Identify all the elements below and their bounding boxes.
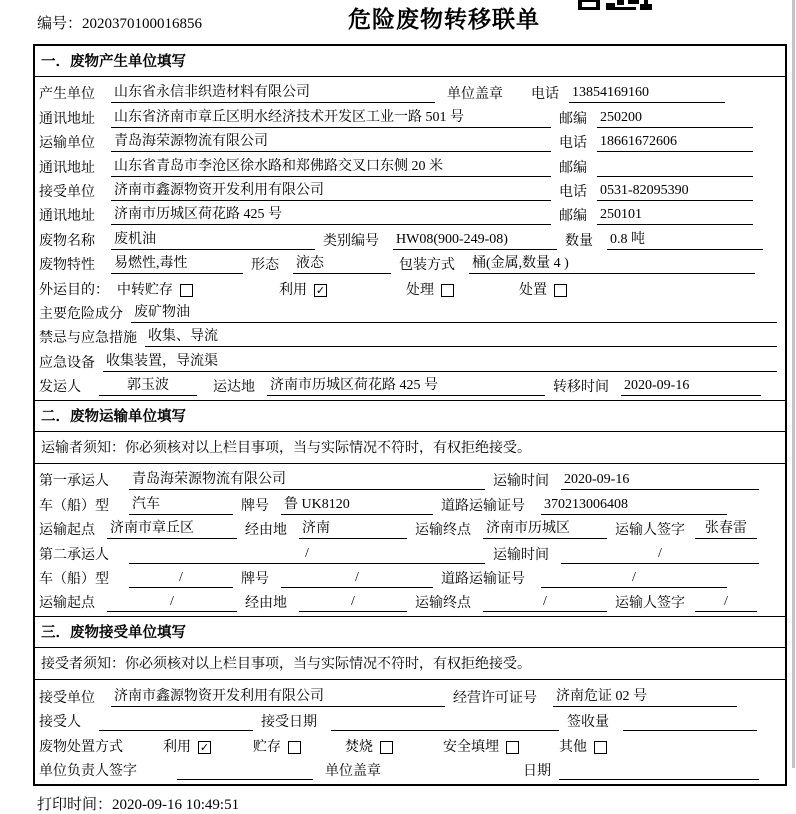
unit-seal-label: 单位盖章 [325,763,381,779]
section2-title: 二．废物运输单位填写 [35,400,785,432]
field-label: 经营许可证号 [453,690,537,706]
field-label: 经由地 [245,596,287,612]
field-label: 数量 [565,233,593,249]
field-label: 第一承运人 [39,474,109,490]
waste-character-value: 易燃性,毒性 [111,252,243,274]
disposal-utilize-checkbox [198,741,211,754]
waste-name-row [39,225,781,249]
field-label: 运输人签字 [615,523,685,539]
receiver-unit-row [39,177,781,201]
receiver-zip-value: 250101 [597,207,753,225]
first-route-row [39,515,781,539]
field-label: 运输时间 [493,547,549,563]
field-label: 废物特性 [39,258,95,274]
print-time-label: 打印时间： [37,796,113,813]
field-label: 电话 [559,184,587,200]
field-label: 牌号 [241,498,269,514]
waste-quantity-value: 0.8 吨 [607,228,763,250]
first-road-permit-value: 370213006408 [541,497,727,515]
field-label: 电话 [531,87,559,103]
checkbox-label: 处置 [519,282,547,298]
unit-seal-label: 单位盖章 [447,87,503,103]
field-label: 经由地 [245,523,287,539]
field-label: 道路运输证号 [441,572,525,588]
checkbox-label: 贮存 [253,739,281,755]
transporter-phone-value: 18661672606 [597,134,753,152]
field-label: 形态 [251,258,279,274]
field-label: 道路运输证号 [441,498,525,514]
field-label: 电话 [559,136,587,152]
field-label: 运输时间 [493,474,549,490]
hazard-component-row [39,299,781,323]
waste-name-value: 废机油 [111,228,315,250]
responsible-signature-value [177,762,313,780]
producer-zip-value: 250200 [597,110,753,128]
first-origin-value: 济南市章丘区 [107,517,237,539]
transporter-notice: 运输者须知：你必须核对以上栏目事项，当与实际情况不符时，有权拒绝接受。 [35,432,785,464]
field-label: 通讯地址 [39,111,95,127]
first-carrier-row [39,466,781,490]
first-carrier-value: 青岛海荣源物流有限公司 [129,468,485,490]
waste-code-value: HW08(900-249-08) [393,232,557,250]
second-vehicle-row [39,564,781,588]
purpose-dispose-option [519,279,567,299]
second-carrier-signature-value: / [695,594,757,612]
disposal-other-option [559,736,607,756]
producer-phone-value: 13854169160 [569,85,725,103]
disposal-landfill-option [443,736,559,756]
second-via-value: / [299,594,407,612]
purpose-treat-checkbox [441,284,454,297]
emergency-equipment-value: 收集装置，导流渠 [103,350,777,372]
field-label: 邮编 [559,160,587,176]
page-edge-divider [792,0,795,768]
transporter-address-value: 山东省青岛市李沧区徐水路和郑佛路交叉口东侧 20 米 [111,155,551,177]
field-label: 单位负责人签字 [39,763,137,779]
field-label: 通讯地址 [39,160,95,176]
field-label: 产生单位 [39,87,95,103]
receiver-address-value: 济南市历城区荷花路 425 号 [111,203,551,225]
transporter-zip-value [597,159,753,177]
receiver-address-row [39,201,781,225]
checkbox-label: 处理 [406,282,434,298]
purpose-dispose-checkbox [554,284,567,297]
first-via-value: 济南 [299,517,407,539]
waste-form-value: 液态 [293,252,391,274]
purpose-treat-option [406,279,519,299]
field-label: 运输终点 [415,596,471,612]
disposal-store-checkbox [288,741,301,754]
transporter-unit-value: 青岛海荣源物流有限公司 [111,130,551,152]
first-destination-value: 济南市历城区 [483,517,607,539]
page-title: 危险废物转移联单 [348,7,540,32]
signed-amount-value [623,713,757,731]
qr-code-fragment-icon [578,0,654,11]
field-label: 运输单位 [39,136,95,152]
field-label: 运输人签字 [615,596,685,612]
second-transport-time-value: / [561,546,759,564]
second-carrier-value: / [129,546,485,564]
checkbox-label: 焚烧 [345,739,373,755]
checkbox-label: 利用 [279,282,307,298]
emergency-equipment-row [39,347,781,371]
first-carrier-signature-value: 张春雷 [695,517,757,539]
producer-unit-row [39,79,781,103]
document-header [0,0,796,44]
field-label: 废物名称 [39,233,95,249]
transfer-time-value: 2020-09-16 [621,378,761,396]
checkbox-label: 安全填埋 [443,739,499,755]
accepting-unit-row [39,682,781,706]
field-label: 日期 [523,763,551,779]
waste-character-row [39,250,781,274]
field-label: 接受单位 [39,184,95,200]
producer-address-row [39,103,781,127]
waste-packaging-value: 桶(金属,数量 4 ) [469,252,755,274]
print-time-value: 2020-09-16 10:49:51 [112,796,240,813]
producer-address-value: 山东省济南市章丘区明水经济技术开发区工业一路 501 号 [111,106,551,128]
field-label: 接受日期 [261,715,317,731]
field-label: 包装方式 [399,258,455,274]
field-label: 运输终点 [415,523,471,539]
field-label: 类别编号 [323,233,379,249]
disposal-store-option [253,736,345,756]
field-label: 牌号 [241,572,269,588]
hazard-component-value: 废矿物油 [131,301,777,323]
seal-date-value [559,762,759,780]
receiver-unit-value: 济南市鑫源物资开发利用有限公司 [111,179,551,201]
disposal-method-row [39,731,781,755]
second-vehicle-type-value: / [129,570,233,588]
section3-body [35,680,785,784]
second-origin-value: / [107,594,237,612]
producer-unit-value: 山东省永信非织造材料有限公司 [111,81,435,103]
field-label: 发运人 [39,380,81,396]
disposal-incinerate-checkbox [380,741,393,754]
field-label: 外运目的： [39,282,109,298]
print-time-line [37,793,796,814]
field-label: 车（船）型 [39,498,109,514]
first-vehicle-type-value: 汽车 [129,493,233,515]
accepting-person-value [99,713,253,731]
checkbox-label: 其他 [559,739,587,755]
disposal-other-checkbox [594,741,607,754]
field-label: 应急设备 [39,355,95,371]
section1-body [35,77,785,400]
field-label: 接受人 [39,715,81,731]
destination-value: 济南市历城区荷花路 425 号 [267,374,545,396]
transporter-address-row [39,152,781,176]
second-road-permit-value: / [541,570,727,588]
field-label: 主要危险成分 [39,306,123,322]
field-label: 邮编 [559,209,587,225]
accepting-person-row [39,707,781,731]
field-label: 邮编 [559,111,587,127]
accepting-unit-value: 济南市鑫源物资开发利用有限公司 [111,685,445,707]
second-plate-value: / [281,570,433,588]
receiver-notice: 接受者须知：你必须核对以上栏目事项，当与实际情况不符时，有权拒绝接受。 [35,648,785,680]
field-label: 第二承运人 [39,547,109,563]
purpose-utilize-checkbox [314,284,327,297]
license-number-value: 济南危证 02 号 [553,685,737,707]
accept-date-value [331,713,559,731]
serial-number: 2020370100016856 [82,16,203,32]
second-destination-value: / [483,594,607,612]
checkbox-label: 中转贮存 [117,282,173,298]
section1-title: 一．废物产生单位填写 [35,46,785,77]
checkbox-label: 利用 [163,739,191,755]
field-label: 通讯地址 [39,209,95,225]
first-plate-value: 鲁 UK8120 [281,493,433,515]
field-label: 禁忌与应急措施 [39,331,137,347]
field-label: 签收量 [567,715,609,731]
serial-label: 编号： [37,16,83,32]
field-label: 废物处置方式 [39,739,123,755]
shipper-row [39,372,781,396]
field-label: 转移时间 [553,380,609,396]
purpose-transfer-storage-option [117,279,279,299]
receiver-phone-value: 0531-82095390 [597,183,753,201]
taboo-measures-value: 收集、导流 [145,325,777,347]
first-transport-time-value: 2020-09-16 [561,472,759,490]
disposal-utilize-option [163,736,253,756]
first-vehicle-row [39,490,781,514]
manifest-form [33,44,787,786]
field-label: 运达地 [213,380,255,396]
second-route-row [39,588,781,612]
purpose-utilize-option [279,279,406,299]
transfer-purpose-row [39,274,781,298]
second-carrier-row [39,539,781,563]
section2-body [35,464,785,616]
field-label: 车（船）型 [39,572,109,588]
transporter-unit-row [39,128,781,152]
field-label: 接受单位 [39,690,95,706]
taboo-measures-row [39,323,781,347]
disposal-landfill-checkbox [506,741,519,754]
field-label: 运输起点 [39,596,95,612]
disposal-incinerate-option [345,736,443,756]
section3-title: 三．废物接受单位填写 [35,616,785,648]
shipper-value: 郭玉波 [99,374,197,396]
field-label: 运输起点 [39,523,95,539]
purpose-transfer-storage-checkbox [180,284,193,297]
